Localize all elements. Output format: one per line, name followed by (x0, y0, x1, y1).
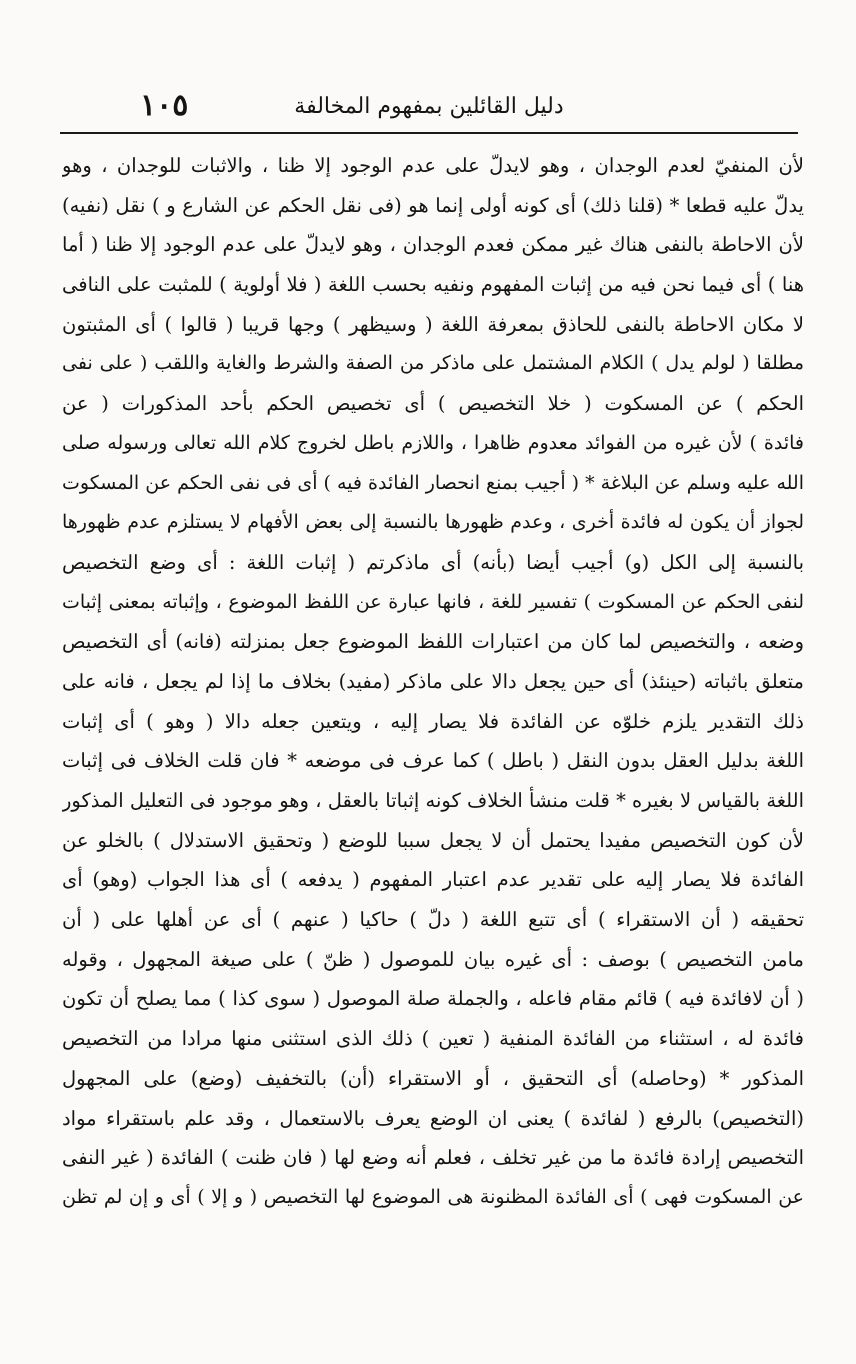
text-line: متعلق باثباته (حينئذ) أى حين يجعل دالا على ماذكر (مفيد) بخلاف ما إذا لم يجعل ، فانه على (62, 669, 804, 693)
text-line: وضعه ، والتخصيص لما كان من اعتبارات اللفظ الموضوع جعل بمنزلته (فانه) أى التخصيص (62, 630, 804, 654)
text-line: لأن المنفيّ لعدم الوجدان ، وهو لايدلّ على عدم الوجود إلا ظنا ، والاثبات للوجدان ، وهو (62, 154, 804, 177)
page-header (60, 86, 798, 134)
text-line: المذكور * (وحاصله) أى التحقيق ، أو الاستقراء (أن) بالتخفيف (وضع) على المجهول (62, 1066, 804, 1090)
body-text (62, 146, 804, 1218)
text-line: ( أن لافائدة فيه ) قائم مقام فاعله ، والجملة صلة الموصول ( سوى كذا ) مما يصلح أن تكون (62, 987, 804, 1011)
text-line: بالنسبة إلى الكل (و) أجيب أيضا (بأنه) أى ماذكرتم ( إثبات اللغة : أى وضع التخصيص (62, 550, 804, 574)
text-line: لأن الاحاطة بالنفى هناك غير ممكن فعدم الوجدان ، وهو لايدلّ على عدم الوجود إلا ظنا ( أما (62, 233, 804, 257)
text-line: فائدة ) لأن غيره من الفوائد معدوم ظاهرا ، واللازم باطل لخروج كلام الله تعالى ورسوله صلى (62, 431, 804, 454)
text-line: لجواز أن يكون له فائدة أخرى ، وعدم ظهورها بالنسبة إلى بعض الأفهام لا يستلزم عدم ظهورها (62, 511, 804, 534)
page-number: ١٠٥ (140, 88, 189, 123)
text-line: الفائدة فلا يصار إليه على تقدير عدم اعتبار المفهوم ( يدفعه ) أى هذا الجواب (وهو) أى (62, 868, 804, 892)
text-line: لأن كون التخصيص مفيدا يحتمل أن لا يجعل سببا للوضع ( وتحقيق الاستدلال ) بالخلو عن (62, 828, 804, 852)
text-line: مطلقا ( لولم يدل ) الكلام المشتمل على ماذكر من الصفة والشرط والغاية واللقب ( على نفى (62, 352, 804, 375)
text-line: اللغة بالقياس لا بغيره * قلت منشأ الخلاف كونه إثباتا بالعقل ، وهو موجود فى التعليل المذكور (62, 789, 804, 812)
text-line: لا مكان الاحاطة بالنفى للحاذق بمعرفة اللغة ( وسيظهر ) وجها قريبا ( قالوا ) أى المثبتون (62, 312, 804, 336)
text-line: هنا ) أى فيما نحن فيه من إثبات المفهوم ونفيه بحسب اللغة ( فلا أولوية ) للمثبت على النافى (62, 273, 804, 297)
running-title: دليل القائلين بمفهوم المخالفة (294, 94, 564, 119)
text-line: الله عليه وسلم عن البلاغة * ( أجيب بمنع انحصار الفائدة فيه ) أى فى نفى الحكم عن المسكوت (62, 471, 804, 494)
text-line: التخصيص إرادة فائدة ما من غير تخلف ، فعلم أنه وضع لها ( فان ظنت ) الفائدة ( غير النفى (62, 1146, 804, 1170)
text-line: اللغة بدليل العقل بدون النقل ( باطل ) كما عرف فى موضعه * فان قلت الخلاف فى إثبات (62, 749, 804, 773)
text-line: عن المسكوت فهى ) أى الفائدة المظنونة هى الموضوع لها التخصيص ( و إلا ) أى و إن لم تظن (62, 1185, 804, 1208)
text-line: يدلّ عليه قطعا * (قلنا ذلك) أى كونه أولى إنما هو (فى نقل الحكم عن الشارع و ) نقل (نفيه) (62, 193, 804, 217)
text-line: لنفى الحكم عن المسكوت ) تفسير للغة ، فانها عبارة عن اللفظ الموضوع ، وإثباته بمعنى إثبات (62, 590, 804, 613)
text-line: تحقيقه ( أن الاستقراء ) أى تتبع اللغة ( دلّ ) حاكيا ( عنهم ) أى عن أهلها على ( أن (62, 908, 804, 932)
text-line: (التخصيص) بالرفع ( لفائدة ) يعنى ان الوضع يعرف بالاستعمال ، وقد علم باستقراء مواد (62, 1106, 804, 1130)
text-line: ذلك التقدير يلزم خلوّه عن الفائدة فلا يصار إليه ، ويتعين جعله دالا ( وهو ) أى إثبات (62, 709, 804, 733)
text-line: مامن التخصيص ) بوصف : أى غيره بيان للموصول ( ظنّ ) على صيغة المجهول ، وقوله (62, 947, 804, 971)
text-line: فائدة له ، استثناء من الفائدة المنفية ( تعين ) ذلك الذى استثنى منها مرادا من التخصيص (62, 1027, 804, 1051)
text-line: الحكم ) عن المسكوت ( خلا التخصيص ) أى تخصيص الحكم بأحد المذكورات ( عن (62, 392, 804, 416)
